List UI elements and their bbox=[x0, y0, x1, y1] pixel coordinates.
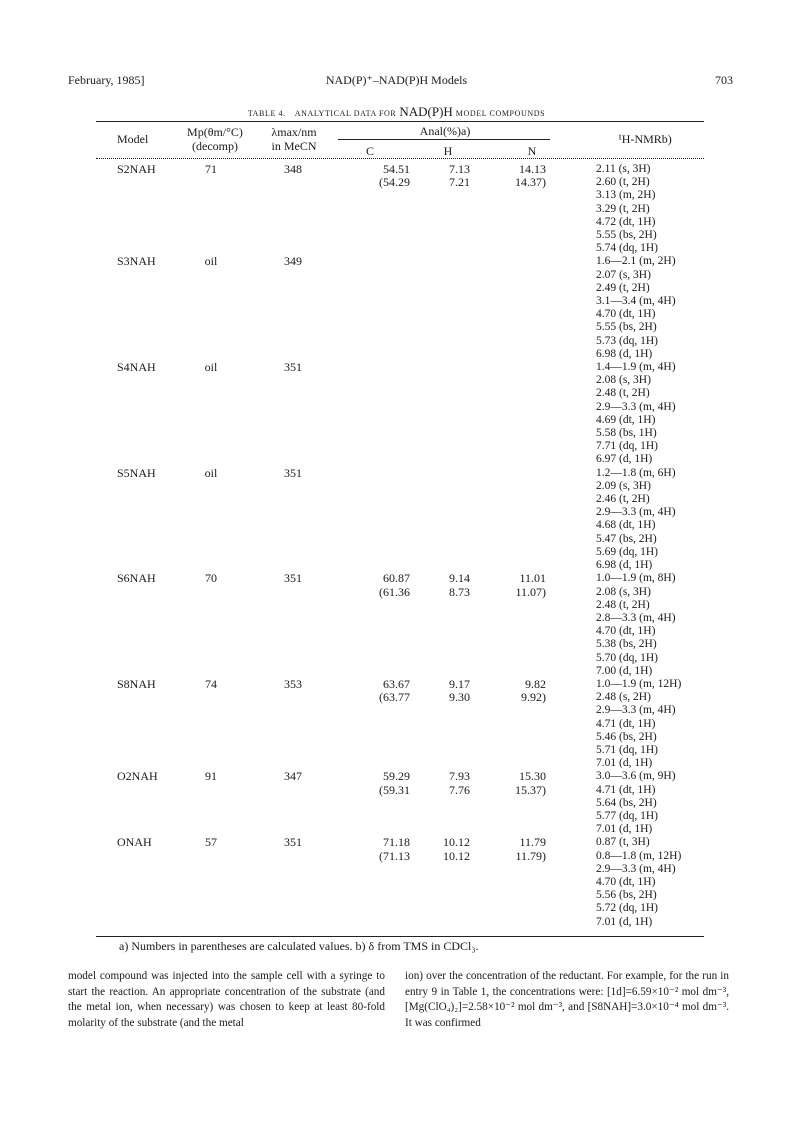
anal-c-cell bbox=[352, 770, 410, 796]
table-bottom-rule bbox=[96, 936, 704, 937]
nmr-signal: 4.70 (dt, 1H) bbox=[596, 308, 656, 321]
anal-n-cell bbox=[496, 572, 546, 598]
table-row bbox=[0, 836, 793, 928]
nmr-signal: 7.00 (d, 1H) bbox=[596, 664, 653, 677]
anal-h-value: 7.76 bbox=[449, 782, 470, 797]
nmr-signal: 5.73 (dq, 1H) bbox=[596, 334, 658, 347]
table-row bbox=[0, 467, 793, 573]
nmr-signal: 2.08 (s, 3H) bbox=[596, 585, 651, 598]
nmr-signal: 2.60 (t, 2H) bbox=[596, 176, 650, 189]
anal-c-cell bbox=[352, 678, 410, 704]
nmr-signal: 5.70 (dq, 1H) bbox=[596, 651, 658, 664]
nmr-signal: 5.56 (bs, 2H) bbox=[596, 889, 657, 902]
col-header-mp bbox=[170, 125, 260, 153]
nmr-signal: 3.1—3.4 (m, 4H) bbox=[596, 295, 676, 308]
nmr-signal: 1.2—1.8 (m, 6H) bbox=[596, 466, 676, 479]
lambda-max: 349 bbox=[284, 254, 302, 269]
anal-c-value: (71.13 bbox=[379, 848, 410, 863]
anal-c-value: 54.51 bbox=[383, 162, 410, 176]
lambda-max: 347 bbox=[284, 769, 302, 784]
anal-c-cell bbox=[352, 836, 410, 862]
nmr-signal: 7.01 (d, 1H) bbox=[596, 915, 653, 928]
col-header-lambda-line1: λmax/nm bbox=[271, 125, 317, 139]
table-row bbox=[0, 163, 793, 255]
anal-span-rule bbox=[338, 139, 550, 140]
nmr-signal: 6.98 (d, 1H) bbox=[596, 559, 653, 572]
model-name: S4NAH bbox=[117, 360, 156, 375]
nmr-signal: 2.9—3.3 (m, 4H) bbox=[596, 506, 676, 519]
nmr-cell bbox=[596, 361, 793, 467]
model-name: S3NAH bbox=[117, 254, 156, 269]
nmr-signal: 1.0—1.9 (m, 12H) bbox=[596, 677, 682, 690]
anal-h-value: 10.12 bbox=[443, 848, 470, 863]
nmr-signal: 5.38 (bs, 2H) bbox=[596, 638, 657, 651]
anal-c-value: (54.29 bbox=[379, 175, 410, 190]
anal-h-value: 7.21 bbox=[449, 175, 470, 190]
nmr-cell bbox=[596, 678, 793, 770]
anal-n-value: 9.92) bbox=[521, 690, 546, 705]
anal-h-cell bbox=[426, 678, 470, 704]
nmr-signal: 5.77 (dq, 1H) bbox=[596, 809, 658, 822]
anal-h-cell bbox=[426, 770, 470, 796]
nmr-signal: 2.49 (t, 2H) bbox=[596, 281, 650, 294]
nmr-signal: 3.29 (t, 2H) bbox=[596, 202, 650, 215]
anal-c-cell bbox=[352, 572, 410, 598]
col-header-h: H bbox=[443, 144, 453, 158]
anal-n-value: 11.01 bbox=[519, 571, 546, 586]
lambda-max: 351 bbox=[284, 571, 302, 586]
table-row bbox=[0, 255, 793, 361]
nmr-signal: 5.69 (dq, 1H) bbox=[596, 545, 658, 558]
nmr-cell bbox=[596, 572, 793, 678]
melting-point: 74 bbox=[205, 676, 217, 691]
nmr-signal: 4.69 (dt, 1H) bbox=[596, 413, 656, 426]
nmr-signal: 5.71 (dq, 1H) bbox=[596, 743, 658, 756]
table-caption-compound: NAD(P)H bbox=[399, 104, 453, 119]
anal-h-value: 7.13 bbox=[449, 162, 470, 176]
nmr-signal: 5.46 (bs, 2H) bbox=[596, 730, 657, 743]
anal-h-cell bbox=[426, 163, 470, 189]
table-header-rule bbox=[96, 158, 704, 159]
col-header-lambda-line2: in MeCN bbox=[271, 139, 317, 153]
anal-n-value: 14.13 bbox=[519, 162, 546, 176]
nmr-signal: 2.11 (s, 3H) bbox=[596, 163, 651, 175]
anal-c-value: 60.87 bbox=[383, 571, 410, 586]
anal-n-value: 15.37) bbox=[515, 782, 546, 797]
nmr-signal: 0.8—1.8 (m, 12H) bbox=[596, 849, 682, 862]
anal-c-value: (59.31 bbox=[379, 782, 410, 797]
anal-n-cell bbox=[496, 770, 546, 796]
col-header-c: C bbox=[365, 144, 374, 158]
nmr-signal: 6.97 (d, 1H) bbox=[596, 453, 653, 466]
col-header-mp-line1: Mp(θm/°C) bbox=[187, 125, 243, 139]
lambda-max: 353 bbox=[284, 676, 302, 691]
lambda-max: 351 bbox=[284, 465, 302, 480]
nmr-signal: 2.48 (t, 2H) bbox=[596, 387, 650, 400]
col-header-n: N bbox=[527, 144, 537, 158]
lambda-max: 351 bbox=[284, 360, 302, 375]
nmr-signal: 0.87 (t, 3H) bbox=[596, 836, 650, 849]
anal-c-cell bbox=[352, 163, 410, 189]
anal-n-value: 11.07) bbox=[515, 584, 546, 599]
nmr-signal: 4.71 (dt, 1H) bbox=[596, 717, 656, 730]
nmr-signal: 5.55 (bs, 2H) bbox=[596, 321, 657, 334]
anal-n-value: 15.30 bbox=[519, 769, 546, 784]
body-text-right-column bbox=[405, 969, 729, 1031]
model-name: S5NAH bbox=[117, 465, 156, 480]
anal-h-value: 9.30 bbox=[449, 690, 470, 705]
nmr-signal: 7.01 (d, 1H) bbox=[596, 823, 653, 836]
col-header-anal: Anal(%)a) bbox=[419, 124, 471, 138]
nmr-cell bbox=[596, 467, 793, 573]
nmr-signal: 2.48 (t, 2H) bbox=[596, 598, 650, 611]
anal-h-value: 8.73 bbox=[449, 584, 470, 599]
nmr-signal: 2.08 (s, 3H) bbox=[596, 374, 651, 387]
body-text-left-column bbox=[68, 969, 385, 1031]
table-footnote: a) Numbers in parentheses are calculated values. b) δ from TMS in CDCl₃. bbox=[119, 939, 479, 953]
table-caption bbox=[0, 104, 793, 120]
anal-h-value: 10.12 bbox=[443, 835, 470, 850]
anal-h-value: 9.17 bbox=[449, 676, 470, 691]
melting-point: 71 bbox=[205, 162, 217, 176]
lambda-max: 351 bbox=[284, 835, 302, 850]
anal-n-value: 11.79) bbox=[515, 848, 546, 863]
nmr-signal: 2.09 (s, 3H) bbox=[596, 479, 651, 492]
nmr-signal: 4.70 (dt, 1H) bbox=[596, 625, 656, 638]
anal-n-cell bbox=[496, 678, 546, 704]
nmr-signal: 4.68 (dt, 1H) bbox=[596, 519, 656, 532]
running-header-date: February, 1985] bbox=[68, 73, 145, 87]
running-header-title: NAD(P)⁺–NAD(P)H Models bbox=[325, 73, 468, 87]
nmr-cell bbox=[596, 836, 793, 928]
body-paragraph-right: ion) over the concentration of the reductant. For example, for the run in entry 9 in Table 1, the concentrations were: [1d]=6.59×10⁻² mol dm⁻³, [Mg(ClO₄)₂]=2.58×10⁻² mol dm⁻³, and [S8NAH]=3.0×10⁻⁴ mol dm⁻³. It was confirmed bbox=[405, 970, 729, 1029]
anal-n-cell bbox=[496, 836, 546, 862]
melting-point: 91 bbox=[205, 769, 217, 784]
nmr-signal: 1.0—1.9 (m, 8H) bbox=[596, 572, 676, 585]
anal-c-value: (63.77 bbox=[379, 690, 410, 705]
nmr-signal: 2.48 (s, 2H) bbox=[596, 691, 651, 704]
table-body bbox=[0, 163, 793, 929]
col-header-model: Model bbox=[117, 132, 149, 146]
anal-c-value: 59.29 bbox=[383, 769, 410, 784]
table-caption-label: TABLE 4. bbox=[247, 109, 286, 118]
anal-h-cell bbox=[426, 836, 470, 862]
nmr-signal: 4.72 (dt, 1H) bbox=[596, 215, 656, 228]
model-name: ONAH bbox=[117, 835, 152, 850]
nmr-signal: 7.71 (dq, 1H) bbox=[596, 440, 658, 453]
nmr-signal: 5.74 (dq, 1H) bbox=[596, 242, 658, 255]
nmr-signal: 6.98 (d, 1H) bbox=[596, 347, 653, 360]
nmr-signal: 2.9—3.3 (m, 4H) bbox=[596, 862, 676, 875]
nmr-signal: 5.64 (bs, 2H) bbox=[596, 796, 657, 809]
table-row bbox=[0, 572, 793, 678]
anal-h-value: 7.93 bbox=[449, 769, 470, 784]
model-name: S2NAH bbox=[117, 162, 156, 176]
page-number: 703 bbox=[715, 73, 733, 87]
table-row bbox=[0, 361, 793, 467]
anal-n-value: 9.82 bbox=[525, 676, 546, 691]
melting-point: oil bbox=[204, 465, 218, 480]
model-name: S6NAH bbox=[117, 571, 156, 586]
nmr-signal: 4.70 (dt, 1H) bbox=[596, 875, 656, 888]
nmr-signal: 5.58 (bs, 1H) bbox=[596, 427, 657, 440]
model-name: S8NAH bbox=[117, 676, 156, 691]
nmr-signal: 7.01 (d, 1H) bbox=[596, 757, 653, 770]
anal-h-value: 9.14 bbox=[449, 571, 470, 586]
nmr-signal: 2.46 (t, 2H) bbox=[596, 493, 650, 506]
anal-c-value: (61.36 bbox=[379, 584, 410, 599]
nmr-cell bbox=[596, 770, 793, 836]
model-name: O2NAH bbox=[117, 769, 158, 784]
anal-h-cell bbox=[426, 572, 470, 598]
nmr-signal: 4.71 (dt, 1H) bbox=[596, 783, 656, 796]
anal-n-value: 11.79 bbox=[519, 835, 546, 850]
nmr-signal: 5.55 (bs, 2H) bbox=[596, 229, 657, 242]
nmr-cell bbox=[596, 255, 793, 361]
anal-n-value: 14.37) bbox=[515, 175, 546, 190]
melting-point: oil bbox=[204, 254, 218, 269]
table-caption-suffix: MODEL COMPOUNDS bbox=[455, 109, 546, 118]
table-top-rule bbox=[96, 121, 704, 122]
nmr-signal: 2.9—3.3 (m, 4H) bbox=[596, 704, 676, 717]
nmr-signal: 2.9—3.3 (m, 4H) bbox=[596, 400, 676, 413]
col-header-nmr: ¹H-NMRb) bbox=[618, 132, 672, 146]
melting-point: oil bbox=[204, 360, 218, 375]
anal-c-value: 63.67 bbox=[383, 676, 410, 691]
nmr-cell bbox=[596, 163, 793, 255]
table-caption-text: ANALYTICAL DATA FOR bbox=[294, 109, 397, 118]
nmr-signal: 2.8—3.3 (m, 4H) bbox=[596, 611, 676, 624]
col-header-lambda bbox=[256, 125, 332, 153]
nmr-signal: 5.72 (dq, 1H) bbox=[596, 902, 658, 915]
melting-point: 70 bbox=[205, 571, 217, 586]
nmr-signal: 2.07 (s, 3H) bbox=[596, 268, 651, 281]
col-header-mp-line2: (decomp) bbox=[192, 139, 238, 153]
anal-n-cell bbox=[496, 163, 546, 189]
table-row bbox=[0, 678, 793, 770]
table-row bbox=[0, 770, 793, 836]
lambda-max: 348 bbox=[284, 162, 302, 176]
nmr-signal: 3.13 (m, 2H) bbox=[596, 189, 656, 202]
melting-point: 57 bbox=[205, 835, 217, 850]
nmr-signal: 1.4—1.9 (m, 4H) bbox=[596, 361, 676, 374]
nmr-signal: 1.6—2.1 (m, 2H) bbox=[596, 255, 676, 268]
nmr-signal: 5.47 (bs, 2H) bbox=[596, 532, 657, 545]
anal-c-value: 71.18 bbox=[383, 835, 410, 850]
body-paragraph-left: model compound was injected into the sample cell with a syringe to start the reaction. An appropriate concentration of the substrate (and the metal ion, when necessary) was chosen to keep at least 80-fold molarity of the substrate (and the metal bbox=[68, 970, 385, 1029]
nmr-signal: 3.0—3.6 (m, 9H) bbox=[596, 770, 676, 783]
